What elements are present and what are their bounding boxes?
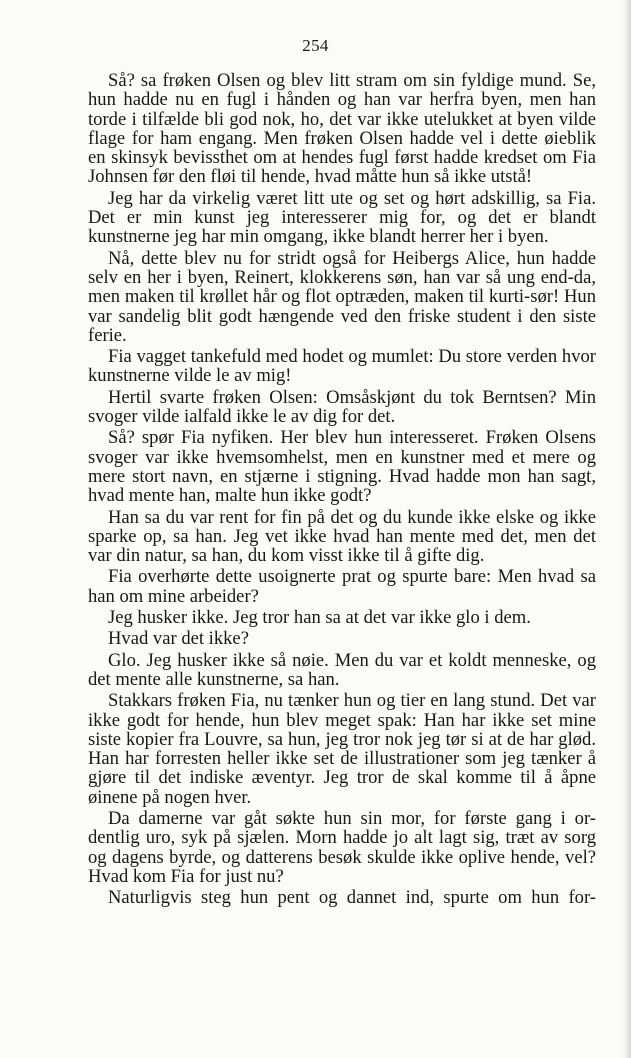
paragraph: Glo. Jeg husker ikke så nøie. Men du var et koldt menneske, og det mente alle kunstnerne, sa han. — [88, 649, 596, 690]
paragraph: Han sa du var rent for fin på det og du kunde ikke elske og ikke sparke op, sa han. Jeg vet ikke hvad han mente med det, men det var din natur, sa han, du kom visst ikke til å gifte dig. — [88, 506, 596, 567]
paragraph: Hertil svarte frøken Olsen: Omsåskjønt du tok Berntsen? Min svoger vilde ialfald ikke le av dig for det. — [88, 386, 596, 428]
paragraph: Fia overhørte dette usoignerte prat og spurte bare: Men hvad sa han om mine arbeider? — [88, 566, 596, 607]
paragraph: Jeg husker ikke. Jeg tror han sa at det var ikke glo i dem. — [108, 607, 531, 629]
paragraph: Nå, dette blev nu for stridt også for Heibergs Alice, hun hadde selv en her i byen, Reinert, klokkerens søn, han var så ung end-da, men maken til krøllet hår og flot optræden, maken til kurti-sør! Hun var sandelig blit godt hængende ved den friske student i den siste ferie. — [88, 247, 596, 346]
paragraph: Så? spør Fia nyfiken. Her blev hun interesseret. Frøken Olsens svoger var ikke hvemsomhelst, men en kunstner med et mere og mere stort navn, en stjærne i stigning. Hvad hadde mon han sagt, hvad mente han, malte hun ikke godt? — [88, 427, 596, 507]
paragraph: Fia vagget tankefuld med hodet og mumlet: Du store verden hvor kunstnerne vilde le av mig! — [88, 346, 596, 387]
paragraph: Så? sa frøken Olsen og blev litt stram om sin fyldige mund. Se, hun hadde nu en fugl i hånden og han var herfra byen, men han torde i tilfælde bli god nok, ho, det var ikke utelukket at byen vilde flage for ham engang. Men frøken Olsen hadde vel i dette øieblik en skinsyk bevissthet om at hendes fugl først hadde kredset om Fia Johnsen før den fløi til hende, hvad måtte hun så ikke utstå! — [88, 70, 596, 188]
paragraph: Jeg har da virkelig været litt ute og set og hørt adskillig, sa Fia. Det er min kunst jeg interesserer mig for, og det er blandt kunstnerne jeg har min omgang, ikke blandt herrer her i byen. — [88, 187, 596, 248]
page-edge-shadow — [623, 0, 631, 1058]
paragraph: Stakkars frøken Fia, nu tænker hun og tier en lang stund. Det var ikke godt for hende, hun blev meget spak: Han har ikke set mine siste kopier fra Louvre, sa hun, jeg tror nok jeg tør si at de har glød. Han har forresten heller ikke set de illustrationer som jeg tænker å gjøre til det indiske æventyr. Jeg tror de skal komme til å åpne øinene på nogen hver. — [88, 690, 596, 808]
paragraph: Hvad var det ikke? — [108, 628, 249, 650]
paragraph: Da damerne var gåt søkte hun sin mor, for første gang i or-dentlig uro, syk på sjælen. Morn hadde jo alt lagt sig, træt av sorg og dagens byrde, og datterens besøk skulde ikke oplive hende, vel? Hvad kom Fia for just nu? — [88, 807, 596, 887]
body-text — [88, 71, 596, 907]
paragraph: Naturligvis steg hun pent og dannet ind, spurte om hun for- — [108, 887, 596, 909]
page-number: 254 — [302, 36, 329, 55]
